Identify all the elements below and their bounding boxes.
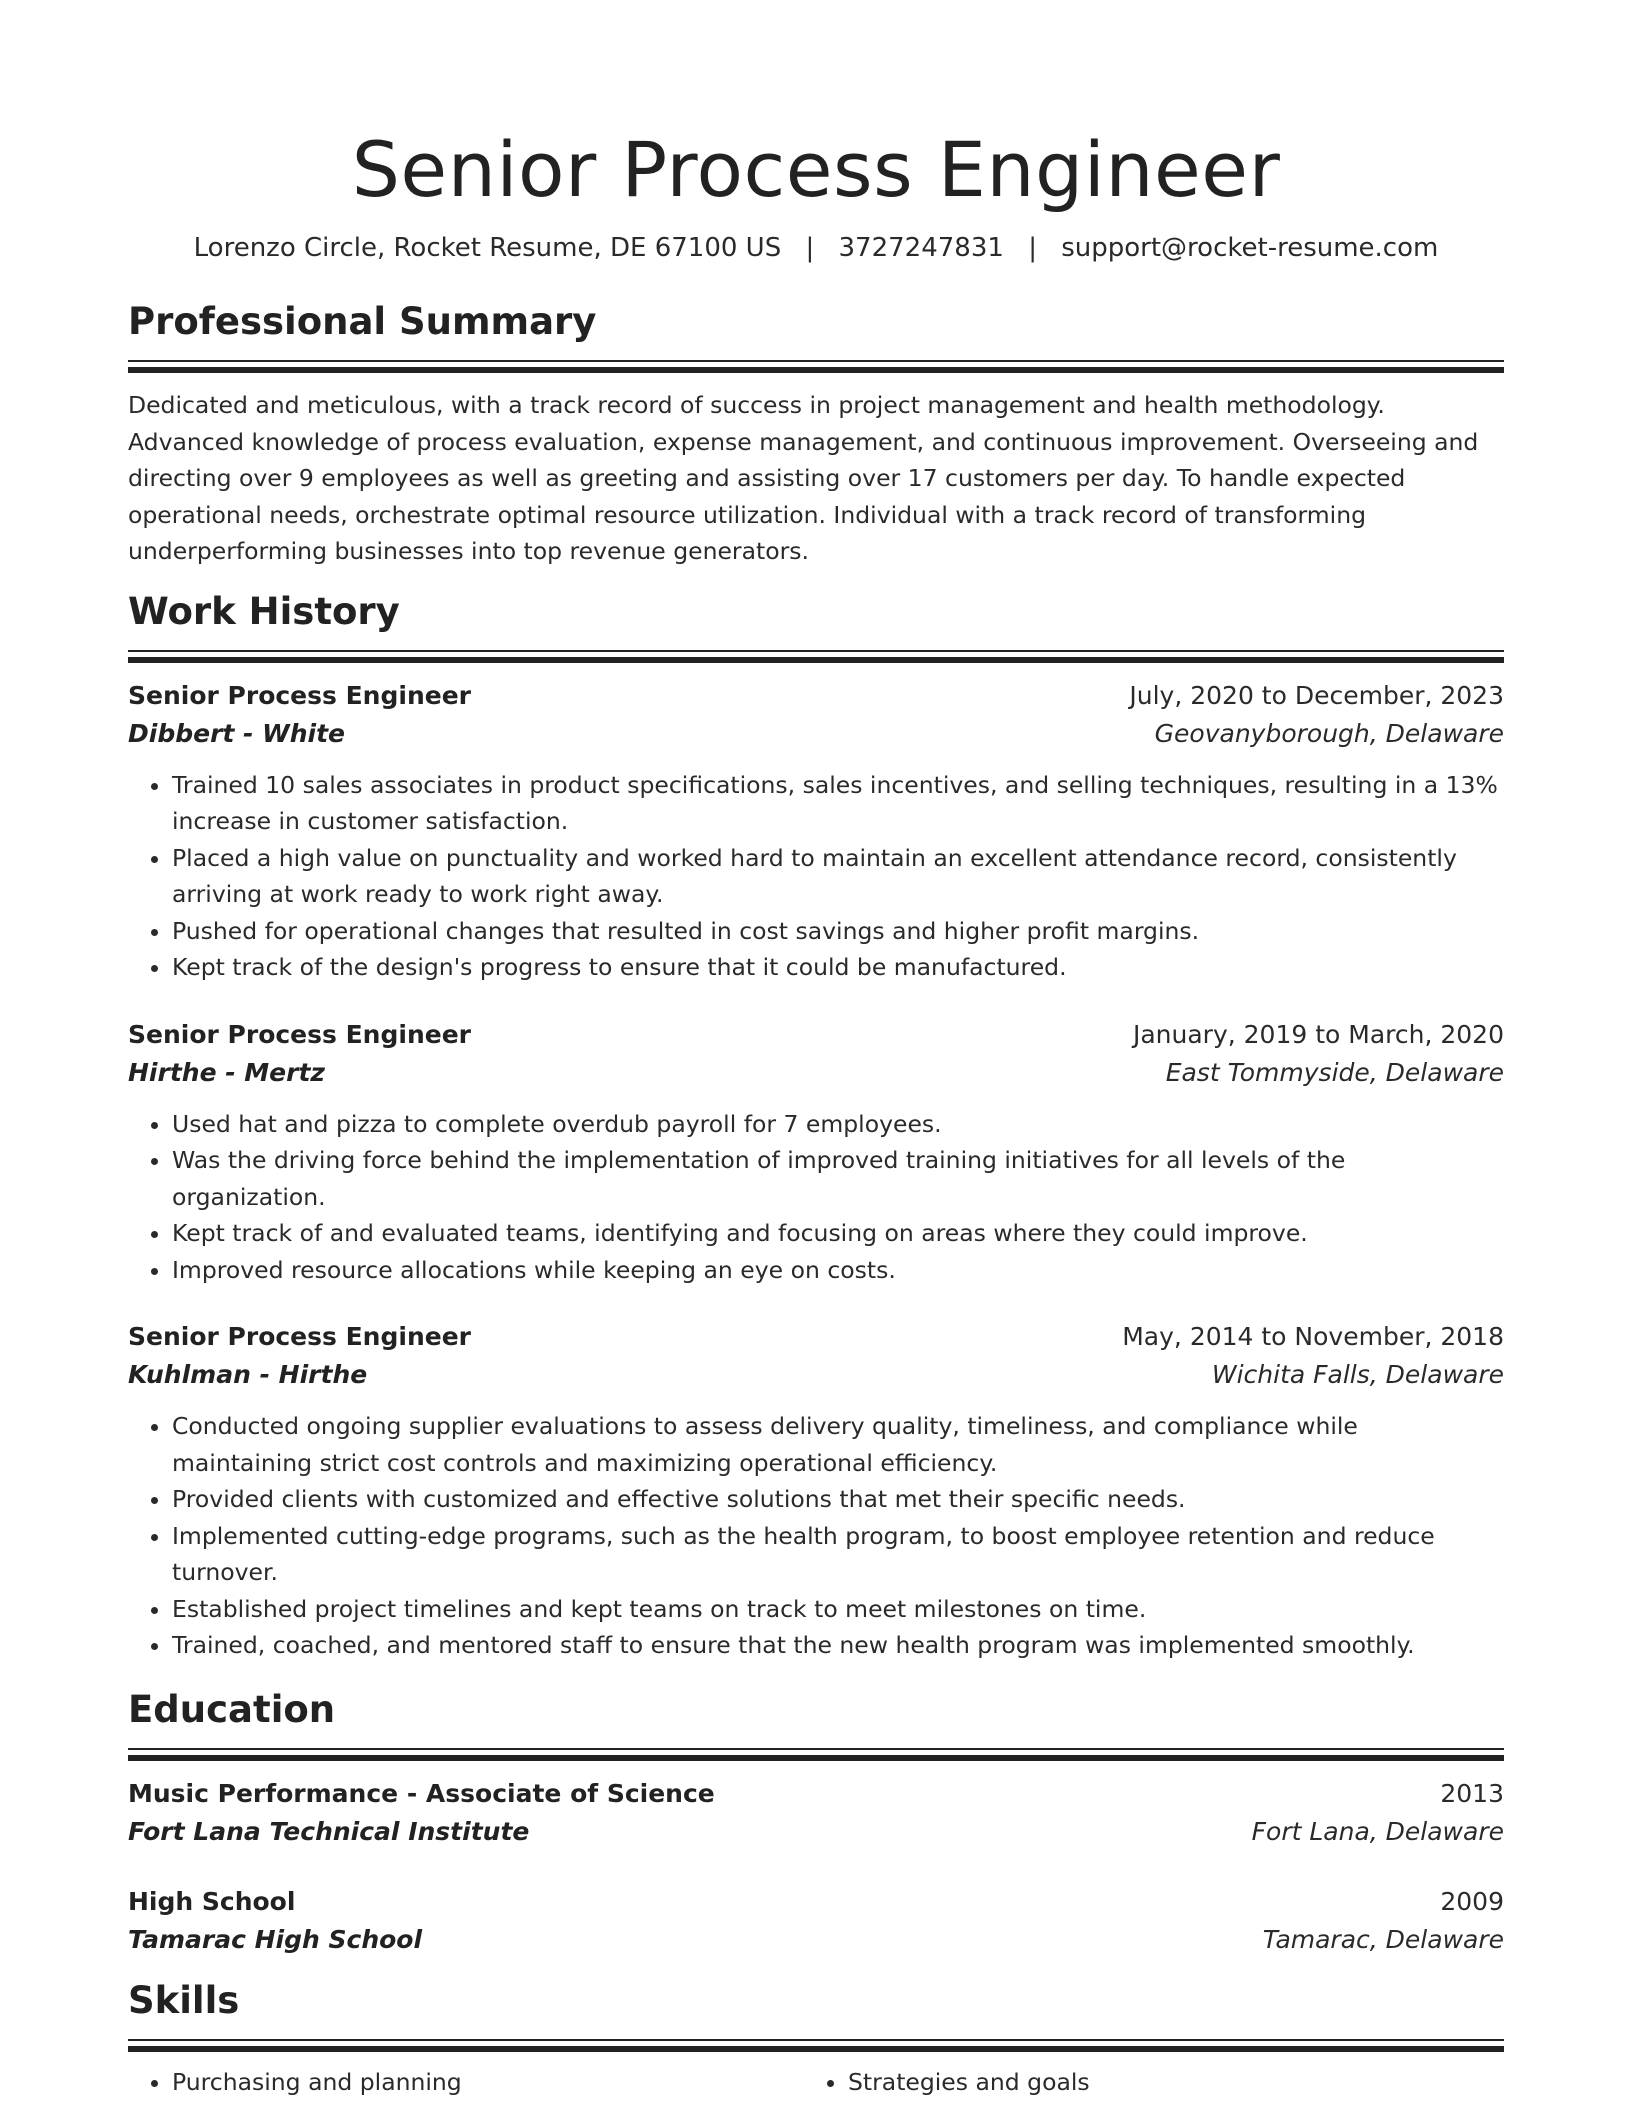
job-entry xyxy=(128,1016,1504,1289)
section-divider-thick xyxy=(128,1755,1504,1761)
list-item: • Strategies and goals xyxy=(848,2064,1480,2101)
job-entry xyxy=(128,677,1504,986)
job-title: Senior Process Engineer xyxy=(128,1322,471,1351)
list-item: • Placed a high value on punctuality and worked hard to maintain an excellent attendance record, consistently arriving at work ready to work right away. xyxy=(172,840,1504,913)
job-dates: May, 2014 to November, 2018 xyxy=(1122,1322,1504,1351)
section-divider xyxy=(128,1748,1504,1750)
resume-page xyxy=(128,0,1504,2100)
job-bullets xyxy=(128,1408,1504,1664)
section-heading-education: Education xyxy=(128,1687,336,1731)
section-divider-thick xyxy=(128,367,1504,373)
job-company: Dibbert - White xyxy=(128,718,345,748)
job-location: East Tommyside, Delaware xyxy=(1165,1057,1504,1087)
section-divider-thick xyxy=(128,2046,1504,2052)
contact-separator: | xyxy=(805,233,815,263)
list-item: • Was the driving force behind the implementation of improved training initiatives for all levels of the organization. xyxy=(172,1142,1504,1215)
list-item: • Kept track of the design's progress to ensure that it could be manufactured. xyxy=(172,949,1504,986)
education-entry xyxy=(128,1775,1504,1851)
job-company: Kuhlman - Hirthe xyxy=(128,1360,368,1389)
section-heading-work-history: Work History xyxy=(128,589,400,633)
job-dates: July, 2020 to December, 2023 xyxy=(1129,680,1504,710)
section-divider-thick xyxy=(128,657,1504,663)
job-bullets xyxy=(128,1106,1504,1289)
list-item: • Kept track of and evaluated teams, identifying and focusing on areas where they could improve. xyxy=(172,1215,1504,1252)
list-item: • Pushed for operational changes that resulted in cost savings and higher profit margins. xyxy=(172,913,1504,950)
section-divider xyxy=(128,360,1504,362)
job-title: Senior Process Engineer xyxy=(128,680,471,710)
contact-line xyxy=(128,230,1504,266)
job-title: Senior Process Engineer xyxy=(128,1019,471,1049)
page-title: Senior Process Engineer xyxy=(351,125,1281,214)
section-divider xyxy=(128,650,1504,652)
skills-column-left xyxy=(128,2064,804,2101)
list-item: • Improved resource allocations while keeping an eye on costs. xyxy=(172,1252,1504,1289)
job-location: Wichita Falls, Delaware xyxy=(1211,1360,1504,1389)
skills-grid xyxy=(128,2064,1504,2101)
education-school: Tamarac High School xyxy=(128,1924,423,1954)
list-item: • Provided clients with customized and effective solutions that met their specific needs. xyxy=(172,1481,1504,1518)
section-heading-skills: Skills xyxy=(128,1978,240,2022)
education-location: Tamarac, Delaware xyxy=(1262,1924,1504,1954)
list-item: • Used hat and pizza to complete overdub payroll for 7 employees. xyxy=(172,1106,1504,1143)
section-heading-summary: Professional Summary xyxy=(128,300,597,343)
education-degree: High School xyxy=(128,1886,296,1916)
list-item: • Trained, coached, and mentored staff to ensure that the new health program was implemented smoothly. xyxy=(172,1627,1504,1664)
job-company: Hirthe - Mertz xyxy=(128,1057,325,1087)
education-section xyxy=(128,1686,1504,1959)
list-item: • Conducted ongoing supplier evaluations to assess delivery quality, timeliness, and compliance while maintaining strict cost controls and maximizing operational efficiency. xyxy=(172,1408,1504,1481)
education-entry xyxy=(128,1883,1504,1959)
education-year: 2013 xyxy=(1440,1778,1504,1808)
list-item: • Implemented cutting-edge programs, such as the health program, to boost employee retention and reduce turnover. xyxy=(172,1518,1504,1591)
education-year: 2009 xyxy=(1440,1886,1504,1916)
work-history-section xyxy=(128,588,1504,1664)
contact-phone: 3727247831 xyxy=(838,233,1004,263)
education-school: Fort Lana Technical Institute xyxy=(128,1816,530,1846)
section-divider xyxy=(128,2039,1504,2041)
list-item: • Trained 10 sales associates in product specifications, sales incentives, and selling techniques, resulting in a 13% increase in customer satisfaction. xyxy=(172,767,1504,840)
job-dates: January, 2019 to March, 2020 xyxy=(1132,1019,1504,1049)
summary-text: Dedicated and meticulous, with a track record of success in project management and health methodology. Advanced knowledge of process evaluation, expense management, and continuous improvement. Overseeing and directing over 9 employees as well as greeting and assisting over 17 customers per day. To handle expected operational needs, orchestrate optimal resource utilization. Individual with a track record of transforming underperforming businesses into top revenue generators. xyxy=(128,391,1479,565)
list-item: • Purchasing and planning xyxy=(172,2064,804,2101)
job-bullets xyxy=(128,767,1504,986)
job-location: Geovanyborough, Delaware xyxy=(1154,718,1504,748)
contact-address: Lorenzo Circle, Rocket Resume, DE 67100 US xyxy=(193,233,782,263)
education-degree: Music Performance - Associate of Science xyxy=(128,1778,715,1808)
summary-section xyxy=(128,298,1504,570)
list-item: • Established project timelines and kept teams on track to meet milestones on time. xyxy=(172,1591,1504,1628)
contact-email: support@rocket-resume.com xyxy=(1061,233,1439,263)
education-location: Fort Lana, Delaware xyxy=(1251,1816,1504,1846)
skills-section xyxy=(128,1977,1504,2101)
skills-column-right xyxy=(804,2064,1480,2101)
contact-separator: | xyxy=(1028,233,1037,263)
job-entry xyxy=(128,1318,1504,1664)
